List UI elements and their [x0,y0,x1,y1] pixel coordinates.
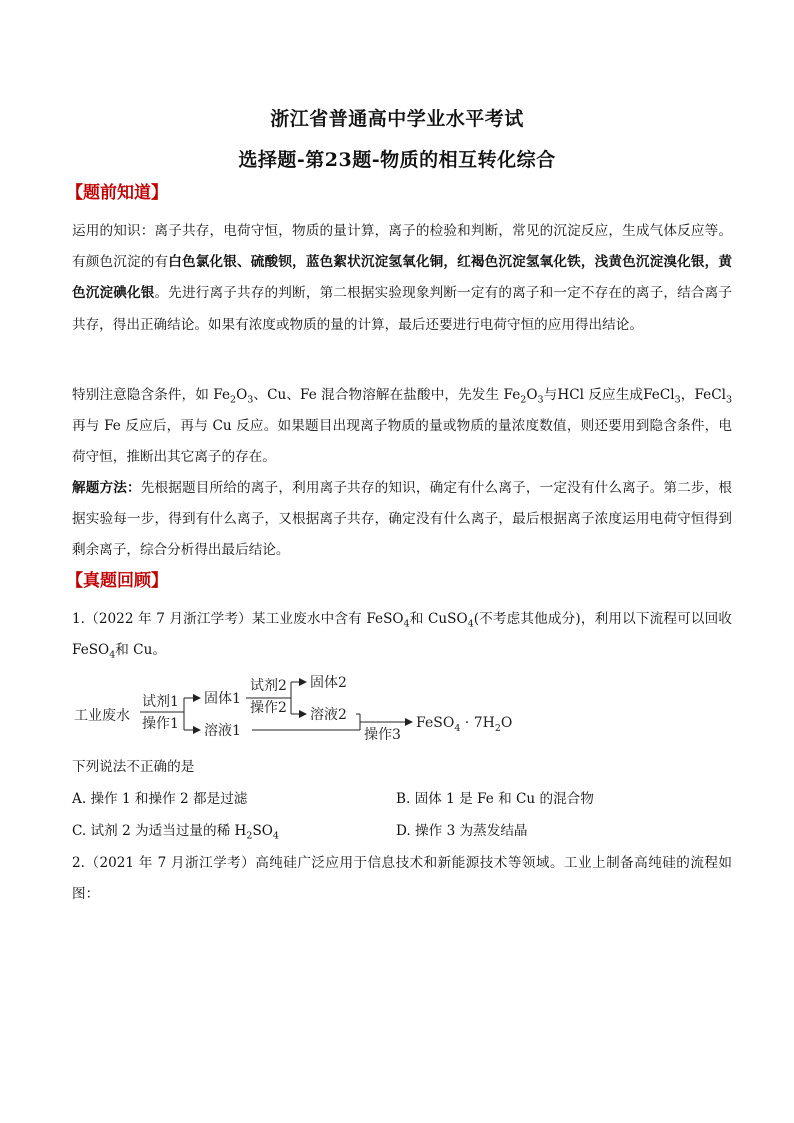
subscript: 2 [230,394,237,406]
page-title: 浙江省普通高中学业水平考试 [270,108,524,130]
text-run: (不考虑其他成分)，利用以下流程可以回收 FeSO [72,611,733,659]
text-run: 先根据题目所给的离子，利用离子共存的知识，确定有什么离子，一定没有什么离子。第二步，根据实验每一步，得到有什么离子，又根据离子共存，确定没有什么离子，最后根据离子浓度运用电荷守恒得到剩余离子，综合分析得出最后结论。 [72,480,733,559]
method-lead: 解题方法： [72,480,141,496]
option-d: D. 操作 3 为蒸发结晶 [396,823,528,839]
subscript: 4 [467,618,474,630]
text-run: 。先进行离子共存的判断，第二根据实验现象判断一定有的离子和一定不存在的离子，结合离子共存，得出正确结论。如果有浓度或物质的量的计算，最后还要进行电荷守恒的应用得出结论。 [72,285,733,333]
question-1-text [72,604,732,666]
subscript: 4 [109,649,116,661]
question-2-text: 2.（2021 年 7 月浙江学考）高纯硅广泛应用于信息技术和新能源技术等领域。工业上制备高纯硅的流程如图： [72,855,732,902]
flow-solution1: 溶液1 [204,723,241,739]
subscript: 2 [520,394,527,406]
subscript: 3 [537,394,544,406]
subscript: 4 [272,830,279,842]
flow-solid1: 固体1 [204,691,241,707]
page-subtitle: 选择题-第23题-物质的相互转化综合 [238,149,556,171]
question-1-stem: 下列说法不正确的是 [72,759,195,775]
section-heading-past-questions: 【真题回顾】 [66,571,168,591]
intro-paragraph-1 [72,216,732,341]
process-flow-diagram [66,662,526,742]
flow-solution2: 溶液2 [310,707,347,723]
subscript: 3 [725,394,732,406]
option-a: A. 操作 1 和操作 2 都是过滤 [72,791,248,807]
text-run: 和 Cu。 [115,642,166,659]
product-part: · 7H [460,715,495,731]
text-run: O [236,387,248,403]
flow-reagent1: 试剂1 [142,694,179,710]
flow-op3: 操作3 [364,727,401,742]
flow-solid2: 固体2 [310,675,347,691]
intro-paragraph-2 [72,380,732,474]
section-heading-prior-knowledge: 【题前知道】 [66,183,168,203]
flow-reagent2: 试剂2 [250,678,287,694]
product-part: FeSO [416,715,455,731]
subscript: 4 [403,618,410,630]
text-run: 特别注意隐含条件，如 Fe [72,387,231,403]
flow-start: 工业废水 [74,708,130,724]
text-run: SO [252,823,273,839]
flow-product [416,715,512,734]
product-subscript: 2 [494,723,501,734]
text-run: 、Cu、Fe 混合物溶解在盐酸中，先发生 Fe [253,387,521,403]
subscript: 3 [674,394,681,406]
text-run-bold: 白色氯化银、硫酸钡，蓝色絮状沉淀氢氧化铜，红褐色沉淀氢氧化铁，浅黄色沉淀溴化银，黄色沉淀碘化银 [72,254,733,302]
product-subscript: 4 [454,723,461,734]
product-part: O [500,715,513,731]
intro-paragraph-3 [72,473,732,567]
flow-op1: 操作1 [142,716,179,732]
flow-op2: 操作2 [250,700,287,716]
text-run: 和 CuSO [409,611,468,627]
option-c [72,816,279,847]
text-run: ，FeCl [680,387,726,403]
text-run: 再与 Fe 反应后，再与 Cu 反应。如果题目出现离子物质的量或物质的量浓度数值，则还要用到隐含条件，电荷守恒，推断出其它离子的存在。 [72,418,732,466]
subscript: 3 [247,394,254,406]
text-run: C. 试剂 2 为适当过量的稀 H [72,823,247,839]
text-run: 1.（2022 年 7 月浙江学考）某工业废水中含有 FeSO [72,611,404,627]
option-b: B. 固体 1 是 Fe 和 Cu 的混合物 [396,791,594,807]
text-run: 与HCl 反应生成FeCl [543,387,675,403]
text-run: O [526,387,538,403]
subscript: 2 [246,830,253,842]
text-run: 运用的知识：离子共存，电荷守恒，物质的量计算，离子的检验和判断，常见的沉淀反应，生成气体反应等。有颜色沉淀的有 [72,223,732,271]
